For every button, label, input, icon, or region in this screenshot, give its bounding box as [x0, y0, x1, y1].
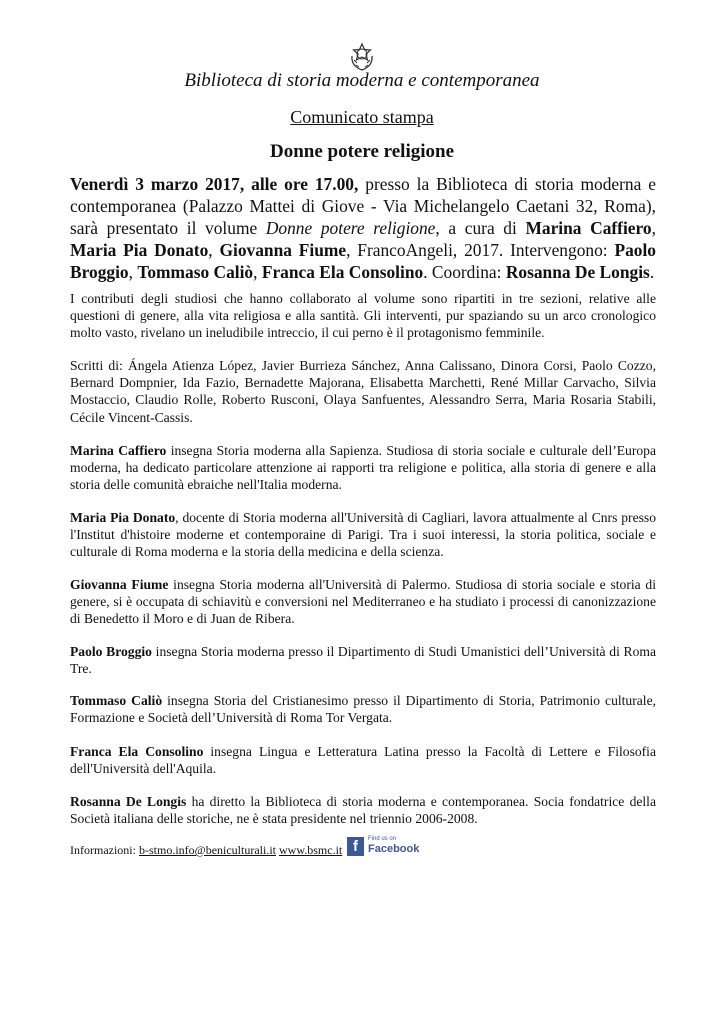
event-datetime: Venerdì 3 marzo 2017, alle ore 17.00,: [70, 174, 359, 194]
bio-paragraph: [70, 442, 656, 494]
lead-text: ,: [651, 218, 656, 238]
contact-label: Informazioni:: [70, 843, 136, 857]
lead-text: , FrancoAngeli, 2017. Intervengono:: [346, 240, 615, 260]
facebook-icon: f: [347, 837, 364, 856]
bio-paragraph: [70, 793, 656, 827]
bio-paragraph: [70, 576, 656, 628]
document-title: Donne potere religione: [270, 141, 454, 162]
lead-text: .: [649, 262, 655, 282]
event-announcement: [70, 173, 656, 283]
bio-paragraph: [70, 643, 656, 677]
editor-name: Marina Caffiero: [525, 218, 652, 238]
bio-text: insegna Storia del Cristianesimo presso il Dipartimento di Storia, Patrimonio culturale, Formazione e Società dell’Università di Roma Tor Vergata.: [70, 693, 656, 726]
document-type: Comunicato stampa: [290, 107, 434, 127]
email-link[interactable]: b-stmo.info@beniculturali.it: [138, 843, 277, 857]
lead-text: , a cura di: [435, 218, 526, 238]
book-title: Donne potere religione: [265, 218, 436, 238]
lead-text: ,: [128, 262, 138, 282]
chair-name: Rosanna De Longis: [505, 262, 650, 282]
bio-name: Tommaso Caliò: [70, 693, 163, 708]
speaker-name: Franca Ela Consolino: [261, 262, 424, 282]
bio-name: Maria Pia Donato: [70, 510, 176, 525]
contact-info: [70, 843, 342, 857]
bio-text: insegna Storia moderna all'Università di Palermo. Studiosa di storia sociale e storia di genere, si è occupata di schiavitù e conversioni nel Mediterraneo e ha studiato i processi di canonizzazione di Benedetto il Moro e di Juan de Ribera.: [70, 577, 656, 627]
book-abstract: I contributi degli studiosi che hanno collaborato al volume sono ripartiti in tre sezioni, relative alle questioni di genere, alla vita religiosa e alla santità. Gli interventi, pur spaziando su un arco cronologico molto vasto, rivelano un ineludibile intreccio, il cui perno è il protagonismo femminile.: [70, 291, 656, 341]
lead-text: ,: [208, 240, 220, 260]
bio-name: Giovanna Fiume: [70, 577, 169, 592]
bio-text: ha diretto la Biblioteca di storia moderna e contemporanea. Socia fondatrice della Società italiana delle storiche, ne è stata presidente nel triennio 2006-2008.: [70, 794, 656, 827]
bio-name: Franca Ela Consolino: [70, 744, 204, 759]
facebook-find-us-text: Find us on: [368, 836, 397, 842]
bio-text: insegna Storia moderna alla Sapienza. Studiosa di storia sociale e culturale dell’Europa moderna, ha dedicato particolare attenzione ai rapporti tra religione e politica, alla storia di genere e alla storia delle comunità ebraiche nell'Italia moderna.: [70, 443, 656, 493]
lead-text: ,: [253, 262, 262, 282]
bio-text: , docente di Storia moderna all'Università di Cagliari, lavora attualmente al Cnrs presso l'Institut d'histoire moderne et contemporaine di Parigi. Tra i suoi interessi, la storia politica, sociale e culturale di Roma moderna e la storia della medicina e della scienza.: [70, 510, 656, 560]
facebook-name-text: Facebook: [368, 843, 420, 855]
bio-name: Marina Caffiero: [70, 443, 167, 458]
contributors-list: Scritti di: Ángela Atienza López, Javier Burrieza Sánchez, Anna Calissano, Dinora Corsi, Paolo Cozzo, Bernard Dompnier, Ida Fazio, Bernadette Majorana, Elisabetta Marchetti, René Millar Carvacho, Silvia Mostaccio, Claudio Rolle, Roberto Rusconi, Olaya Sanfuentes, Alessandro Serra, Maria Rosaria Stabili, Cécile Vincent-Cassis.: [70, 358, 656, 425]
facebook-badge[interactable]: [347, 836, 420, 858]
bio-text: insegna Storia moderna presso il Dipartimento di Studi Umanistici dell’Università di Roma Tre.: [70, 644, 656, 677]
speaker-name: Paolo Broggio: [70, 240, 656, 282]
editor-name: Giovanna Fiume: [219, 240, 347, 260]
speaker-name: Tommaso Caliò: [137, 262, 254, 282]
editor-name: Maria Pia Donato: [70, 240, 209, 260]
bio-name: Paolo Broggio: [70, 644, 152, 659]
lead-text: presso la Biblioteca di storia moderna e contemporanea (Palazzo Mattei di Giove - Via Michelangelo Caetani 32, Roma), sarà presentato il volume: [70, 174, 656, 238]
bio-text: insegna Lingua e Letteratura Latina presso la Facoltà di Lettere e Filosofia dell'Università dell'Aquila.: [70, 744, 656, 777]
bio-paragraph: [70, 509, 656, 561]
website-link[interactable]: www.bsmc.it: [279, 843, 343, 857]
bio-paragraph: [70, 743, 656, 777]
bio-paragraph: [70, 692, 656, 726]
bio-name: Rosanna De Longis: [70, 794, 187, 809]
italian-republic-emblem-icon: [348, 42, 376, 72]
institution-name: Biblioteca di storia moderna e contemporanea: [184, 70, 540, 91]
lead-text: . Coordina:: [423, 262, 506, 282]
